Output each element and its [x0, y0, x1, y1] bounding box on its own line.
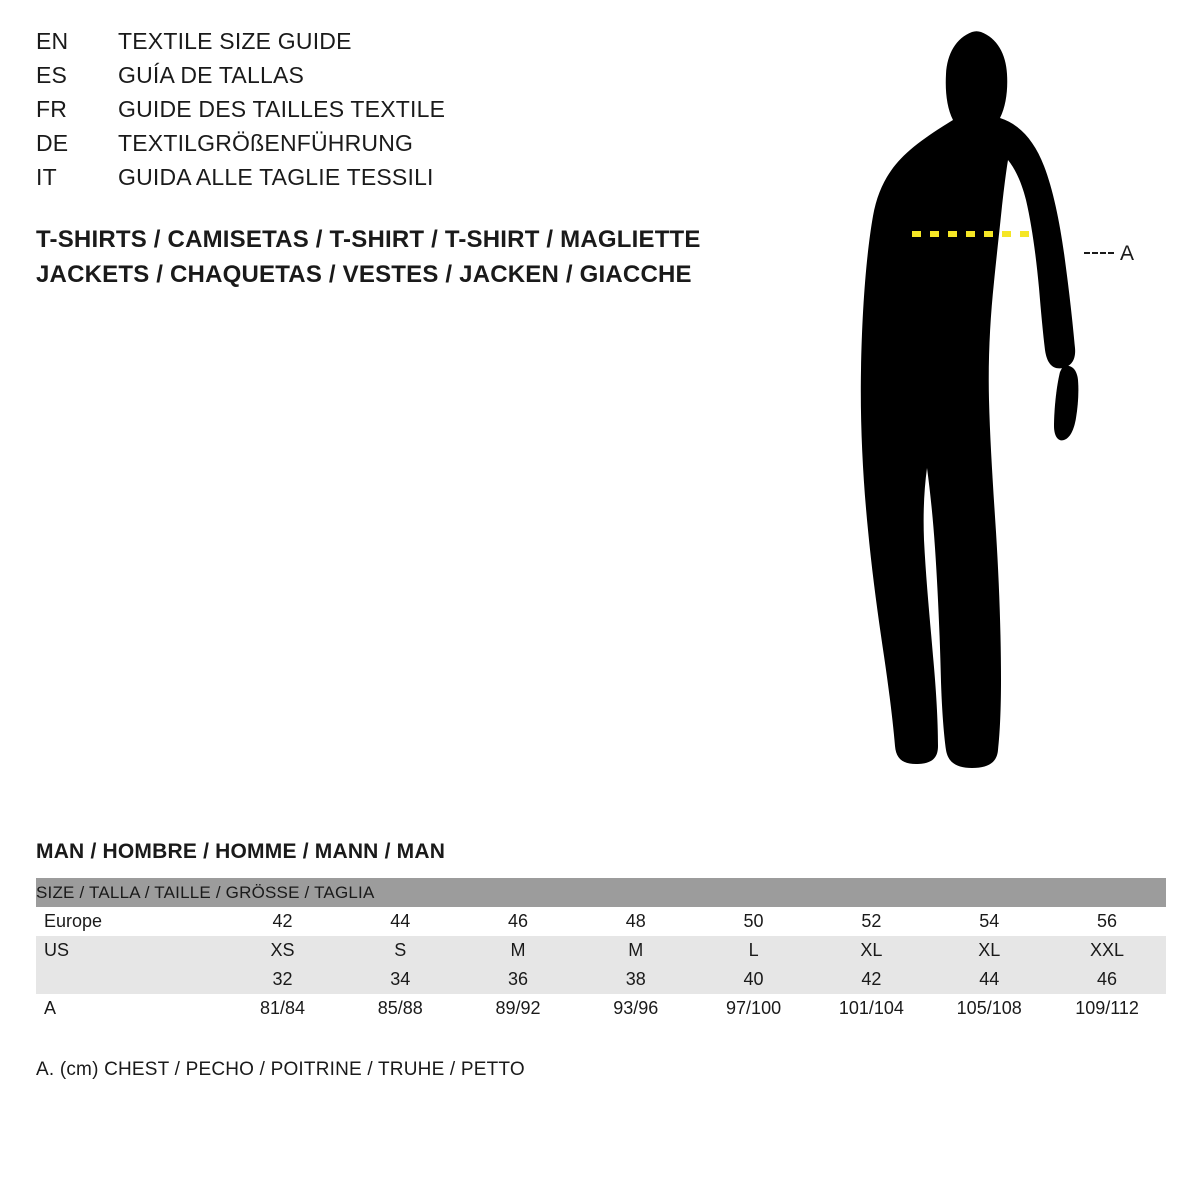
cell-us-5: L — [748, 940, 759, 960]
cell-us-1: XS — [270, 940, 295, 960]
language-row-es — [36, 62, 756, 96]
cell-chest-8: 109/112 — [1075, 998, 1139, 1018]
language-text-de: TEXTILGRÖßENFÜHRUNG — [118, 130, 414, 156]
size-table-section — [36, 840, 1166, 1081]
cell-europe-8: 56 — [1097, 911, 1118, 931]
table-row — [36, 994, 1166, 1023]
language-text-en: TEXTILE SIZE GUIDE — [118, 28, 352, 54]
row-label-a: A — [44, 998, 57, 1018]
cell-numeric-7: 44 — [979, 969, 1000, 989]
cell-europe-2: 44 — [390, 911, 411, 931]
language-text-fr: GUIDE DES TAILLES TEXTILE — [118, 96, 446, 122]
row-label-us: US — [44, 940, 70, 960]
cell-chest-6: 101/104 — [838, 998, 904, 1018]
cell-numeric-5: 40 — [743, 969, 764, 989]
cell-us-7: XL — [978, 940, 1001, 960]
cell-europe-6: 52 — [861, 911, 882, 931]
cell-us-6: XL — [860, 940, 883, 960]
language-row-de — [36, 130, 756, 164]
row-label-europe: Europe — [44, 911, 103, 931]
cell-us-2: S — [394, 940, 407, 960]
cell-numeric-2: 34 — [390, 969, 411, 989]
cell-numeric-1: 32 — [272, 969, 293, 989]
garment-line-tshirts: T-SHIRTS / CAMISETAS / T-SHIRT / T-SHIRT / MAGLIETTE — [36, 226, 701, 253]
language-row-fr — [36, 96, 756, 130]
measure-leader-line — [1084, 252, 1114, 254]
cell-chest-2: 85/88 — [377, 998, 423, 1018]
cell-chest-4: 93/96 — [613, 998, 659, 1018]
cell-chest-1: 81/84 — [259, 998, 306, 1018]
cell-europe-3: 46 — [508, 911, 529, 931]
cell-chest-5: 97/100 — [726, 998, 782, 1018]
cell-chest-7: 105/108 — [956, 998, 1022, 1018]
gender-title: MAN / HOMBRE / HOMME / MANN / MAN — [36, 840, 446, 863]
language-text-es: GUÍA DE TALLAS — [118, 62, 305, 88]
cell-europe-4: 48 — [625, 911, 646, 931]
silhouette-shape — [861, 31, 1079, 768]
language-code-it: IT — [36, 164, 57, 190]
cell-chest-3: 89/92 — [495, 998, 541, 1018]
table-footnote: A. (cm) CHEST / PECHO / POITRINE / TRUHE / PETTO — [36, 1059, 525, 1080]
cell-us-4: M — [628, 940, 644, 960]
language-row-en — [36, 28, 756, 62]
language-code-de: DE — [36, 130, 69, 156]
language-header-block — [36, 28, 756, 198]
language-code-es: ES — [36, 62, 68, 88]
cell-numeric-6: 42 — [861, 969, 882, 989]
cell-europe-1: 42 — [272, 911, 293, 931]
table-row — [36, 965, 1166, 994]
body-silhouette-figure — [820, 20, 1180, 800]
cell-numeric-8: 46 — [1097, 969, 1118, 989]
table-header-row — [36, 878, 1166, 907]
table-row — [36, 936, 1166, 965]
row-label-numeric — [36, 965, 224, 994]
cell-europe-7: 54 — [979, 911, 1000, 931]
cell-europe-5: 50 — [743, 911, 764, 931]
language-text-it: GUIDA ALLE TAGLIE TESSILI — [118, 164, 434, 190]
language-code-en: EN — [36, 28, 69, 54]
measure-label-a: A — [1120, 242, 1135, 265]
cell-us-3: M — [510, 940, 526, 960]
language-code-fr: FR — [36, 96, 68, 122]
table-row — [36, 907, 1166, 936]
cell-us-8: XXL — [1090, 940, 1125, 960]
cell-numeric-3: 36 — [508, 969, 529, 989]
table-header-label: SIZE / TALLA / TAILLE / GRÖSSE / TAGLIA — [36, 882, 375, 902]
garment-type-block — [36, 222, 796, 292]
size-table — [36, 878, 1166, 1023]
cell-numeric-4: 38 — [625, 969, 646, 989]
language-row-it — [36, 164, 756, 198]
garment-line-jackets: JACKETS / CHAQUETAS / VESTES / JACKEN / GIACCHE — [36, 261, 692, 288]
